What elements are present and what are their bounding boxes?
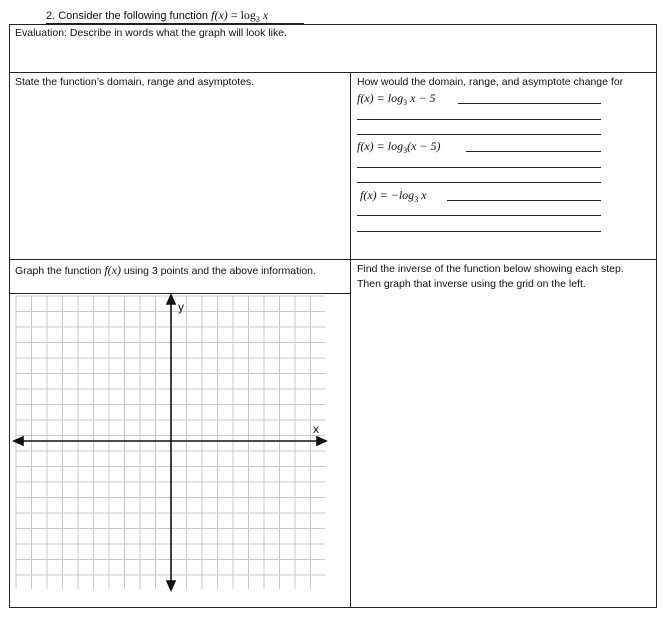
change-item-1: $f(x) = \log_3 x - 5$ [357,91,436,107]
inverse-prompt-line1: Find the inverse of the function below showing each step. [357,263,624,275]
y-axis-label: y [178,300,184,314]
graph-prompt: Graph the function f(x) using 3 points and the above information. [15,263,316,277]
inverse-prompt-line2: Then graph that inverse using the grid on the left. [357,278,586,290]
changes-prompt: How would the domain, range, and asymptote change for [357,76,624,88]
evaluation-prompt: Evaluation: Describe in words what the graph will look like. [15,27,287,39]
domain-range-prompt: State the function’s domain, range and asymptotes. [15,76,255,88]
y-axis [167,295,175,590]
change-item-3: $f(x) = -\log_3$ x [360,188,427,204]
change-item-2: $f(x) = \log_3(x - 5)$ [357,139,441,155]
x-axis-label: x [313,422,319,436]
question-function: $f(x) = \log_3 x$ [211,8,269,24]
question-text: 2. Consider the following function [46,10,209,22]
